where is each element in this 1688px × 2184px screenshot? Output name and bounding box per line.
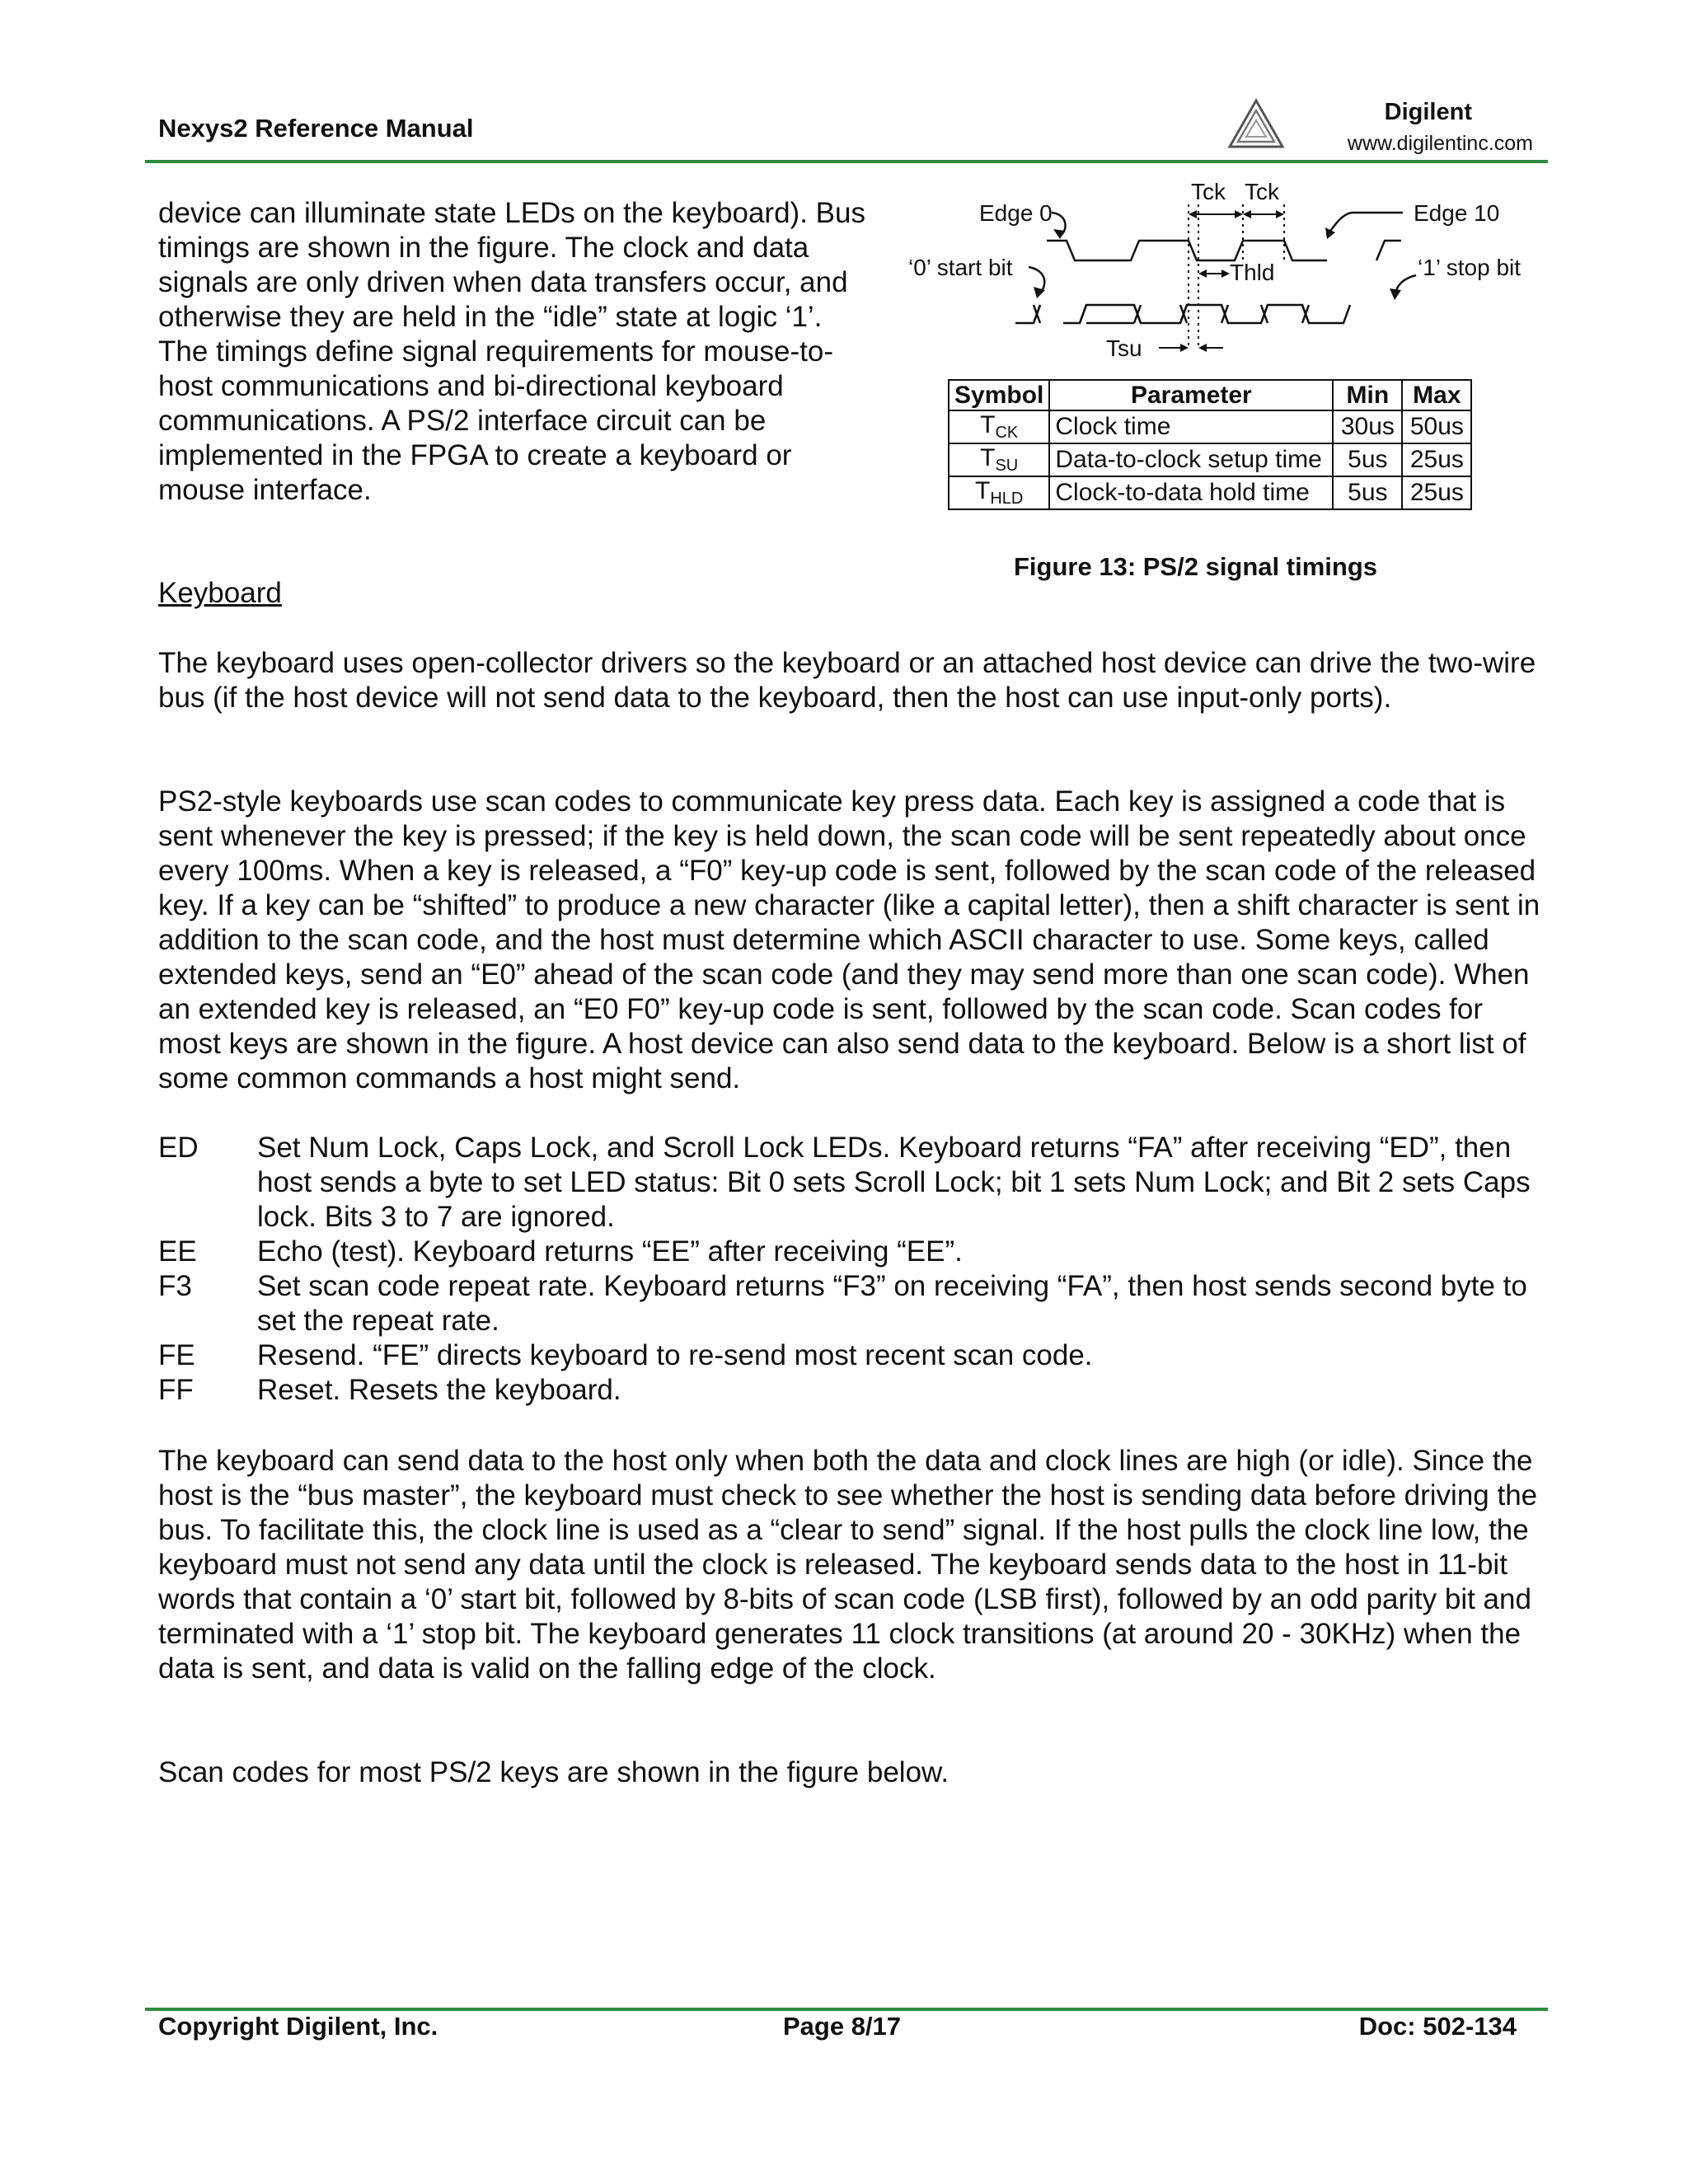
list-item — [158, 1235, 1551, 1269]
header-url: www.digilentinc.com — [1347, 132, 1533, 155]
header-title: Nexys2 Reference Manual — [158, 114, 474, 143]
section-heading-keyboard: Keyboard — [158, 577, 282, 609]
stop-bit-label: ‘1’ stop bit — [1418, 255, 1522, 280]
command-description: Set scan code repeat rate. Keyboard returns “F3” on receiving “FA”, then host sends second byte to set the repeat rate. — [257, 1270, 1527, 1337]
header-rule — [145, 160, 1548, 163]
start-bit-label: ‘0’ start bit — [908, 255, 1013, 280]
list-item — [158, 1131, 1551, 1235]
paragraph-bus-master: The keyboard can send data to the host only when both the data and clock lines are high (or idle). Since the host is the “bus master”, the keyboard must check to see whether the host is sending data before driving the bus. To facilitate this, the clock line is used as a “clear to send” signal. If the host pulls the clock line low, the keyboard must not send any data until the clock is released. The keyboard sends data to the host in 11-bit words that contain a ‘0’ start bit, followed by 8-bits of scan code (LSB first), followed by an odd parity bit and terminated with a ‘1’ stop bit. The keyboard generates 11 clock transitions (at around 20 - 30KHz) when the data is sent, and data is valid on the falling edge of the clock. — [158, 1445, 1538, 1685]
parameter-cell: Data-to-clock setup time — [1049, 443, 1333, 476]
parameter-cell: Clock time — [1049, 410, 1333, 443]
table-row — [949, 476, 1471, 509]
symbol-cell: $T_{HLD}$ — [949, 476, 1049, 509]
command-code: F3 — [158, 1270, 192, 1302]
list-item — [158, 1269, 1551, 1338]
symbol-cell: $T_{CK}$ — [949, 410, 1049, 443]
header-symbol: Symbol — [949, 380, 1049, 410]
table-row — [949, 443, 1471, 476]
list-item — [158, 1373, 1551, 1408]
tck2-label: Tck — [1245, 181, 1279, 204]
header-company: Digilent — [1384, 99, 1472, 125]
header-parameter: Parameter — [1049, 380, 1333, 410]
parameter-cell: Clock-to-data hold time — [1049, 476, 1333, 509]
footer-page-number: Page 8/17 — [783, 2012, 902, 2041]
header-min: Min — [1333, 380, 1402, 410]
intro-paragraph: device can illuminate state LEDs on the keyboard). Bus timings are shown in the figure. The clock and data signals are only driven when data transfers occur, and otherwise they are held in the “idle” state at logic ‘1’. The timings define signal requirements for mouse-to-host communications and bi-directional keyboard communications. A PS/2 interface circuit can be implemented in the FPGA to create a keyboard or mouse interface. — [158, 197, 865, 506]
command-description: Set Num Lock, Caps Lock, and Scroll Lock LEDs. Keyboard returns “FA” after receiving “ED”, then host sends a byte to set LED status: Bit 0 sets Scroll Lock; bit 1 sets Num Lock; and Bit 2 sets Caps lock. Bits 3 to 7 are ignored. — [257, 1132, 1531, 1233]
command-description: Resend. “FE” directs keyboard to re-send most recent scan code. — [257, 1339, 1093, 1371]
command-code: EE — [158, 1235, 197, 1268]
list-item — [158, 1338, 1551, 1373]
command-description: Echo (test). Keyboard returns “EE” after receiving “EE”. — [257, 1235, 963, 1268]
footer-copyright: Copyright Digilent, Inc. — [158, 2012, 438, 2041]
edge10-label: Edge 10 — [1414, 200, 1500, 226]
command-code: FF — [158, 1374, 194, 1406]
tsu-label: Tsu — [1106, 335, 1142, 361]
max-cell: 25us — [1402, 443, 1471, 476]
min-cell: 5us — [1333, 443, 1402, 476]
table-header-row — [949, 380, 1471, 410]
figure-caption: Figure 13: PS/2 signal timings — [1014, 552, 1377, 581]
timing-table — [948, 379, 1472, 510]
footer-doc-number: Doc: 502-134 — [1358, 2012, 1517, 2041]
ps2-timing-diagram — [898, 181, 1541, 363]
paragraph-scan-codes-figure: Scan codes for most PS/2 keys are shown in the figure below. — [158, 1756, 950, 1788]
command-list — [158, 1131, 1551, 1408]
digilent-logo-icon — [1226, 97, 1286, 150]
max-cell: 50us — [1402, 410, 1471, 443]
paragraph-open-collector: The keyboard uses open-collector drivers so the keyboard or an attached host device can drive the two-wire bus (if the host device will not send data to the keyboard, then the host can use input-only ports). — [158, 647, 1536, 714]
min-cell: 5us — [1333, 476, 1402, 509]
header-max: Max — [1402, 380, 1471, 410]
table-row — [949, 410, 1471, 443]
edge0-label: Edge 0 — [979, 200, 1053, 226]
command-code: FE — [158, 1339, 195, 1371]
tck1-label: Tck — [1191, 181, 1226, 204]
max-cell: 25us — [1402, 476, 1471, 509]
command-description: Reset. Resets the keyboard. — [257, 1374, 621, 1406]
thld-label: Thld — [1230, 260, 1275, 285]
command-code: ED — [158, 1132, 199, 1164]
paragraph-scan-codes: PS2-style keyboards use scan codes to communicate key press data. Each key is assigned a code that is sent whenever the key is pressed; if the key is held down, the scan code will be sent repeatedly about once every 100ms. When a key is released, a “F0” key-up code is sent, followed by the scan code of the released key. If a key can be “shifted” to produce a new character (like a capital letter), then a shift character is sent in addition to the scan code, and the host must determine which ASCII character to use. Some keys, called extended keys, send an “E0” ahead of the scan code (and they may send more than one scan code). When an extended key is released, an “E0 F0” key-up code is sent, followed by the scan code. Scan codes for most keys are shown in the figure. A host device can also send data to the keyboard. Below is a short list of some common commands a host might send. — [158, 785, 1540, 1094]
min-cell: 30us — [1333, 410, 1402, 443]
symbol-cell: $T_{SU}$ — [949, 443, 1049, 476]
